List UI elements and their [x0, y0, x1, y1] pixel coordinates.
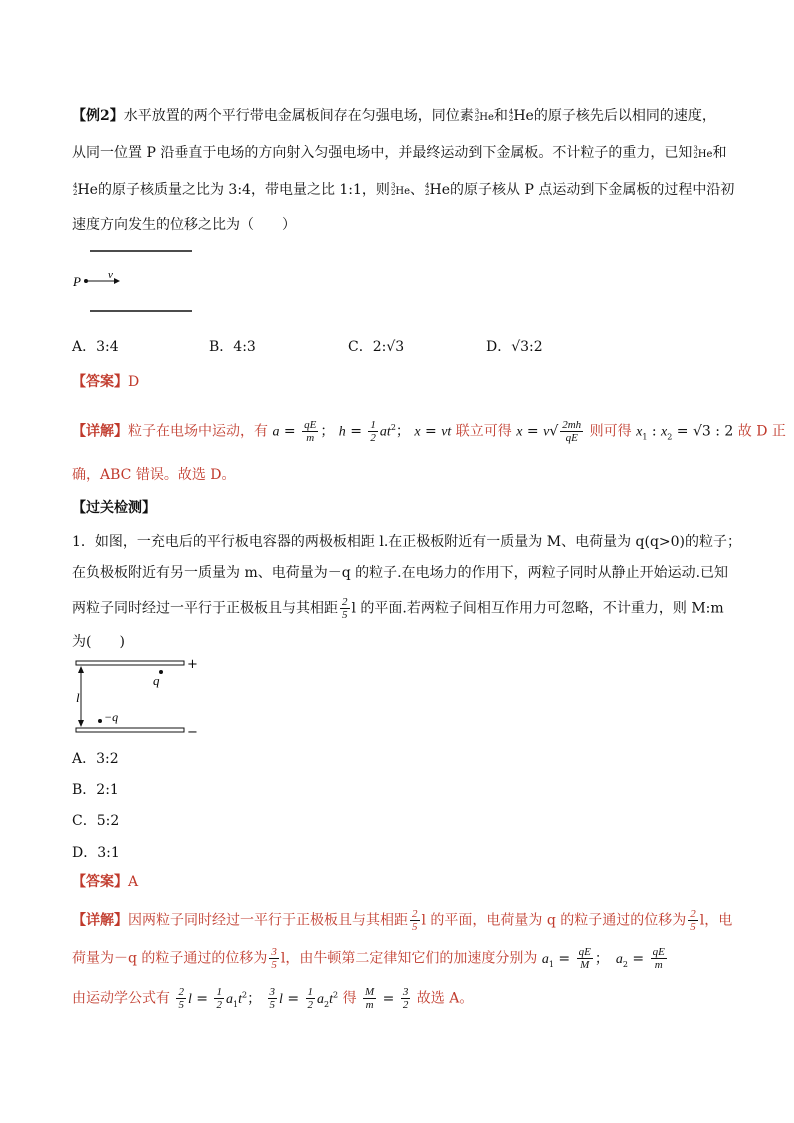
check-option-c: C．5:2 — [72, 813, 120, 829]
label-v: v — [108, 269, 113, 281]
check-detail-line-3: 由运动学公式有 $\frac{2}{5}$ l = $\frac{1}{2}$ $a_1t^2$； $\frac{3}{5}$ l = $\frac{1}{2}$ $a_2t^2$ 得 $\frac{M}{m}$ = $\frac{3}{2}$ 故选 A。 — [72, 986, 474, 1012]
arrow-up-icon — [78, 666, 84, 673]
example-answer: 【答案】D — [72, 374, 140, 390]
check-section-title: 【过关检测】 — [72, 500, 156, 516]
example-tag: 【例2】 — [72, 108, 124, 124]
check-question-line-4: 为( ) — [72, 634, 125, 650]
label-q: q — [153, 673, 160, 688]
example-detail-line-2: 确，ABC 错误。故选 D。 — [72, 467, 236, 483]
example-plates-figure — [70, 240, 210, 320]
label-p: P — [73, 274, 81, 289]
velocity-arrow-icon — [114, 278, 120, 284]
example-detail-line-1: 【详解】粒子在电场中运动，有 a = $\frac{qE}{m}$ ； h = $\frac{1}{2}$ $at^2$； x = vt 联立可得 x = v√ $\frac{2mh}{qE}$ 则可得 $x_1$ : $x_2 = √3$ : 2 故 D 正 — [72, 419, 786, 445]
capacitor-figure — [70, 655, 210, 740]
negative-plate — [76, 728, 184, 732]
example-option-d: D．√3:2 — [486, 339, 543, 355]
example-question-line-1: 【例2】水平放置的两个平行带电金属板间存在匀强电场，同位素 3 2 He和 4 2 He的原子核先后以相同的速度， — [72, 108, 716, 124]
particle-negq — [98, 719, 102, 723]
label-l: l — [76, 690, 80, 705]
check-option-d: D．3:1 — [72, 845, 120, 861]
plus-sign: + — [187, 657, 198, 672]
positive-plate — [76, 661, 184, 665]
example-question-line-3: 4 2 He的原子核质量之比为 3:4，带电量之比 1:1，则 3 2 He、 4 2 He的原子核从 P 点运动到下金属板的过程中沿初 — [73, 182, 735, 198]
example-question-line-2: 从同一位置 P 沿垂直于电场的方向射入匀强电场中，并最终运动到下金属板。不计粒子的重力，已知 3 2 He和 — [72, 145, 727, 161]
check-option-a: A．3:2 — [72, 751, 119, 767]
check-question-line-2: 在负极板附近有另一质量为 m、电荷量为－q 的粒子.在电场力的作用下，两粒子同时从静止开始运动.已知 — [72, 565, 729, 581]
particle-q — [159, 670, 163, 674]
check-answer: 【答案】A — [72, 874, 139, 890]
minus-sign: − — [187, 725, 198, 740]
check-detail-line-1: 【详解】因两粒子同时经过一平行于正极板且与其相距 $\frac{2}{5}$ l 的平面，电荷量为 q 的粒子通过的位移为 $\frac{2}{5}$ l，电 — [72, 908, 733, 933]
isotope-he3: 3 2 — [474, 108, 480, 123]
example-question-line-4: 速度方向发生的位移之比为（ ） — [72, 217, 296, 233]
example-option-b: B．4:3 — [209, 339, 256, 355]
label-negq: −q — [104, 710, 119, 724]
check-question-line-1: 1．如图，一充电后的平行板电容器的两极板相距 l.在正极板附近有一质量为 M、电荷量为 q(q>0)的粒子； — [72, 534, 742, 550]
example-option-a: A．3:4 — [72, 339, 119, 355]
example-option-c: C．2:√3 — [348, 339, 405, 355]
check-detail-line-2: 荷量为－q 的粒子通过的位移为 $\frac{3}{5}$ l，由牛顿第二定律知它们的加速度分别为 $a_1$ = $\frac{qE}{M}$ ； $a_2$ = $\frac{qE}{m}$ — [72, 946, 665, 971]
check-question-line-3: 两粒子同时经过一平行于正极板且与其相距 $\frac{2}{5}$ l 的平面.若两粒子间相互作用力可忽略，不计重力，则 M:m — [72, 596, 724, 621]
arrow-down-icon — [78, 720, 84, 727]
check-option-b: B．2:1 — [72, 782, 119, 798]
isotope-he4: 4 2 — [508, 108, 514, 123]
